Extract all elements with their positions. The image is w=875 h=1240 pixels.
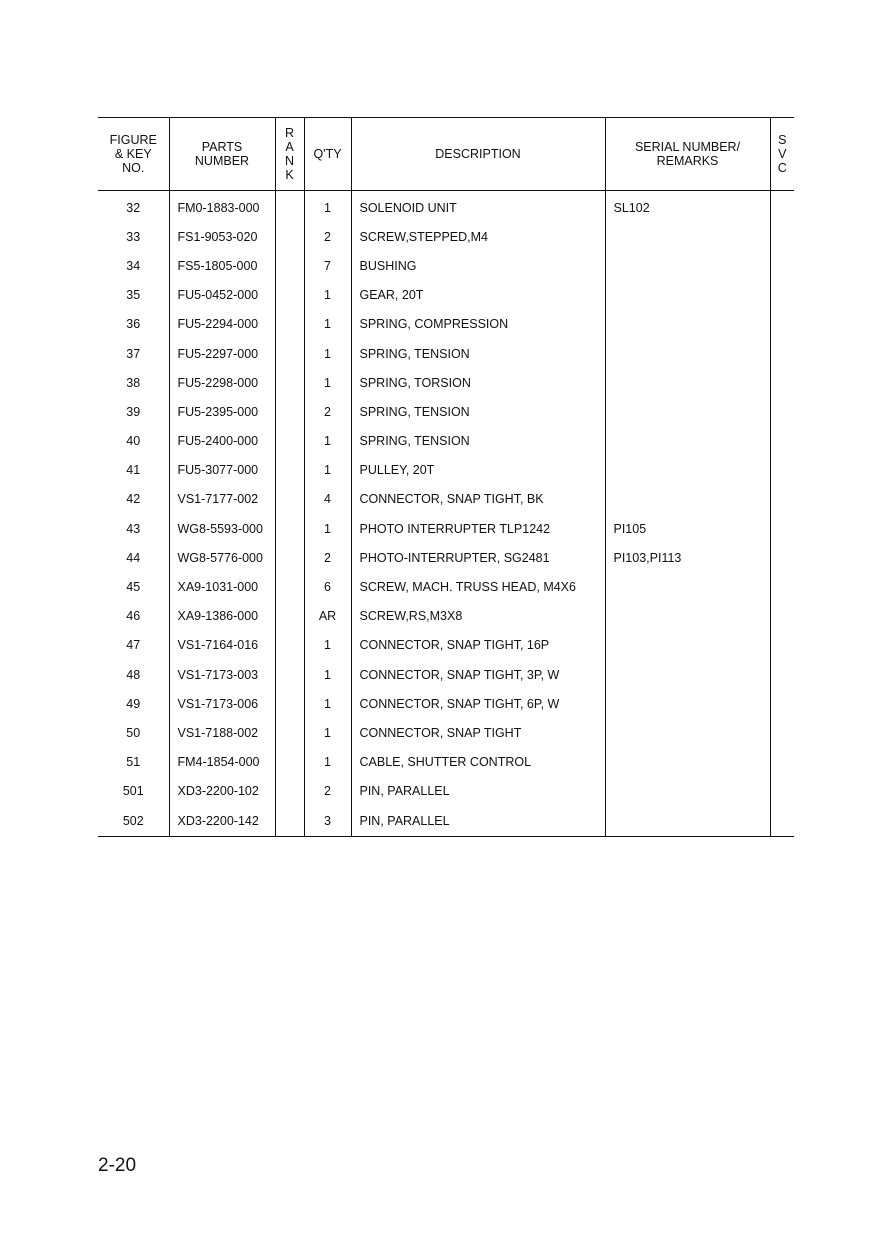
table-row bbox=[98, 660, 794, 689]
cell-parts-number: XD3-2200-102 bbox=[169, 777, 275, 806]
cell-figure-key: 41 bbox=[126, 463, 141, 478]
cell-svc bbox=[770, 368, 794, 397]
cell-rank bbox=[275, 191, 304, 223]
cell-qty: 1 bbox=[304, 191, 351, 223]
cell-parts-number: FM4-1854-000 bbox=[169, 748, 275, 777]
cell-serial-remarks bbox=[605, 777, 770, 806]
cell-figure-key: 33 bbox=[126, 229, 141, 244]
cell-serial-remarks bbox=[605, 718, 770, 747]
cell-svc bbox=[770, 485, 794, 514]
cell-figure-key: 35 bbox=[126, 288, 141, 303]
header-serial-remarks: SERIAL NUMBER/ REMARKS bbox=[605, 118, 770, 191]
table-row bbox=[98, 191, 794, 223]
cell-svc bbox=[770, 660, 794, 689]
cell-serial-remarks bbox=[605, 397, 770, 426]
cell-qty: AR bbox=[304, 602, 351, 631]
cell-serial-remarks bbox=[605, 310, 770, 339]
cell-description: PHOTO-INTERRUPTER, SG2481 bbox=[351, 543, 605, 572]
cell-svc bbox=[770, 456, 794, 485]
cell-description: PULLEY, 20T bbox=[351, 456, 605, 485]
cell-parts-number: XA9-1031-000 bbox=[169, 572, 275, 601]
cell-qty: 2 bbox=[304, 397, 351, 426]
cell-serial-remarks bbox=[605, 602, 770, 631]
cell-parts-number: FS5-1805-000 bbox=[169, 251, 275, 280]
table-row bbox=[98, 339, 794, 368]
table-row bbox=[98, 718, 794, 747]
table-row bbox=[98, 368, 794, 397]
cell-figure-key: 34 bbox=[126, 258, 141, 273]
table-row bbox=[98, 543, 794, 572]
cell-figure-key: 48 bbox=[126, 667, 141, 682]
cell-figure-key: 49 bbox=[126, 696, 141, 711]
table-row bbox=[98, 281, 794, 310]
table-row bbox=[98, 485, 794, 514]
cell-parts-number: FU5-2298-000 bbox=[169, 368, 275, 397]
cell-parts-number: FU5-2297-000 bbox=[169, 339, 275, 368]
cell-svc bbox=[770, 572, 794, 601]
cell-description: SPRING, COMPRESSION bbox=[351, 310, 605, 339]
cell-rank bbox=[275, 631, 304, 660]
cell-parts-number: FU5-3077-000 bbox=[169, 456, 275, 485]
cell-serial-remarks bbox=[605, 572, 770, 601]
cell-rank bbox=[275, 602, 304, 631]
cell-qty: 2 bbox=[304, 777, 351, 806]
cell-parts-number: FU5-2294-000 bbox=[169, 310, 275, 339]
table-row bbox=[98, 631, 794, 660]
cell-serial-remarks bbox=[605, 806, 770, 837]
cell-description: PHOTO INTERRUPTER TLP1242 bbox=[351, 514, 605, 543]
cell-parts-number: VS1-7173-003 bbox=[169, 660, 275, 689]
cell-svc bbox=[770, 777, 794, 806]
cell-qty: 2 bbox=[304, 222, 351, 251]
cell-qty: 1 bbox=[304, 427, 351, 456]
cell-description: GEAR, 20T bbox=[351, 281, 605, 310]
header-rank: R A N K bbox=[275, 118, 304, 191]
cell-rank bbox=[275, 339, 304, 368]
page-number: 2-20 bbox=[98, 1155, 137, 1176]
cell-serial-remarks bbox=[605, 631, 770, 660]
header-figure-key-no: FIGURE & KEY NO. bbox=[98, 118, 169, 191]
cell-serial-remarks bbox=[605, 485, 770, 514]
cell-description: PIN, PARALLEL bbox=[351, 806, 605, 837]
cell-figure-key: 46 bbox=[126, 609, 141, 624]
table-header bbox=[98, 118, 794, 191]
cell-parts-number: VS1-7177-002 bbox=[169, 485, 275, 514]
cell-qty: 3 bbox=[304, 806, 351, 837]
cell-rank bbox=[275, 251, 304, 280]
cell-qty: 4 bbox=[304, 485, 351, 514]
cell-rank bbox=[275, 748, 304, 777]
cell-figure-key: 50 bbox=[126, 725, 141, 740]
cell-figure-key: 501 bbox=[122, 784, 144, 799]
cell-description: CONNECTOR, SNAP TIGHT, BK bbox=[351, 485, 605, 514]
cell-svc bbox=[770, 251, 794, 280]
cell-description: CABLE, SHUTTER CONTROL bbox=[351, 748, 605, 777]
table-row bbox=[98, 572, 794, 601]
cell-rank bbox=[275, 543, 304, 572]
cell-qty: 1 bbox=[304, 368, 351, 397]
cell-figure-key: 36 bbox=[126, 317, 141, 332]
cell-svc bbox=[770, 748, 794, 777]
cell-serial-remarks: PI103,PI113 bbox=[605, 543, 770, 572]
cell-svc bbox=[770, 602, 794, 631]
parts-list-table bbox=[98, 117, 794, 837]
cell-rank bbox=[275, 456, 304, 485]
cell-description: SPRING, TORSION bbox=[351, 368, 605, 397]
table-row bbox=[98, 222, 794, 251]
cell-rank bbox=[275, 718, 304, 747]
cell-serial-remarks bbox=[605, 689, 770, 718]
cell-description: CONNECTOR, SNAP TIGHT, 16P bbox=[351, 631, 605, 660]
cell-parts-number: XD3-2200-142 bbox=[169, 806, 275, 837]
cell-qty: 2 bbox=[304, 543, 351, 572]
cell-figure-key: 37 bbox=[126, 346, 141, 361]
cell-figure-key: 42 bbox=[126, 492, 141, 507]
header-qty: Q'TY bbox=[304, 118, 351, 191]
cell-figure-key: 44 bbox=[126, 550, 141, 565]
cell-rank bbox=[275, 485, 304, 514]
cell-serial-remarks bbox=[605, 222, 770, 251]
cell-qty: 1 bbox=[304, 310, 351, 339]
table-body bbox=[98, 191, 794, 837]
table-row bbox=[98, 310, 794, 339]
cell-description: SCREW,RS,M3X8 bbox=[351, 602, 605, 631]
cell-parts-number: FM0-1883-000 bbox=[169, 191, 275, 223]
cell-parts-number: XA9-1386-000 bbox=[169, 602, 275, 631]
cell-description: BUSHING bbox=[351, 251, 605, 280]
cell-rank bbox=[275, 660, 304, 689]
cell-qty: 1 bbox=[304, 456, 351, 485]
cell-serial-remarks bbox=[605, 339, 770, 368]
table-row bbox=[98, 689, 794, 718]
cell-parts-number: FU5-2395-000 bbox=[169, 397, 275, 426]
cell-svc bbox=[770, 806, 794, 837]
cell-rank bbox=[275, 777, 304, 806]
cell-figure-key: 38 bbox=[126, 375, 141, 390]
table-row bbox=[98, 427, 794, 456]
cell-description: CONNECTOR, SNAP TIGHT bbox=[351, 718, 605, 747]
cell-parts-number: FS1-9053-020 bbox=[169, 222, 275, 251]
cell-description: CONNECTOR, SNAP TIGHT, 3P, W bbox=[351, 660, 605, 689]
cell-figure-key: 45 bbox=[126, 580, 141, 595]
cell-rank bbox=[275, 397, 304, 426]
cell-rank bbox=[275, 310, 304, 339]
table-row bbox=[98, 748, 794, 777]
cell-qty: 1 bbox=[304, 748, 351, 777]
cell-figure-key: 32 bbox=[126, 200, 141, 215]
cell-qty: 7 bbox=[304, 251, 351, 280]
cell-description: CONNECTOR, SNAP TIGHT, 6P, W bbox=[351, 689, 605, 718]
cell-rank bbox=[275, 806, 304, 837]
cell-qty: 1 bbox=[304, 631, 351, 660]
cell-parts-number: FU5-2400-000 bbox=[169, 427, 275, 456]
cell-svc bbox=[770, 397, 794, 426]
header-svc: S V C bbox=[770, 118, 794, 191]
cell-rank bbox=[275, 281, 304, 310]
cell-qty: 6 bbox=[304, 572, 351, 601]
cell-rank bbox=[275, 572, 304, 601]
cell-rank bbox=[275, 689, 304, 718]
header-parts-number: PARTS NUMBER bbox=[169, 118, 275, 191]
cell-svc bbox=[770, 718, 794, 747]
cell-serial-remarks bbox=[605, 748, 770, 777]
cell-serial-remarks bbox=[605, 456, 770, 485]
table-row bbox=[98, 397, 794, 426]
cell-description: SCREW,STEPPED,M4 bbox=[351, 222, 605, 251]
cell-description: PIN, PARALLEL bbox=[351, 777, 605, 806]
cell-rank bbox=[275, 427, 304, 456]
cell-qty: 1 bbox=[304, 660, 351, 689]
cell-description: SPRING, TENSION bbox=[351, 427, 605, 456]
cell-serial-remarks bbox=[605, 281, 770, 310]
cell-svc bbox=[770, 281, 794, 310]
cell-parts-number: VS1-7188-002 bbox=[169, 718, 275, 747]
cell-rank bbox=[275, 368, 304, 397]
cell-figure-key: 51 bbox=[126, 755, 141, 770]
cell-figure-key: 43 bbox=[126, 521, 141, 536]
cell-parts-number: FU5-0452-000 bbox=[169, 281, 275, 310]
table-row bbox=[98, 602, 794, 631]
cell-svc bbox=[770, 191, 794, 223]
cell-parts-number: WG8-5776-000 bbox=[169, 543, 275, 572]
cell-serial-remarks bbox=[605, 660, 770, 689]
cell-svc bbox=[770, 427, 794, 456]
cell-svc bbox=[770, 310, 794, 339]
cell-serial-remarks: SL102 bbox=[605, 191, 770, 223]
cell-rank bbox=[275, 514, 304, 543]
cell-figure-key: 40 bbox=[126, 434, 141, 449]
cell-svc bbox=[770, 222, 794, 251]
cell-svc bbox=[770, 339, 794, 368]
cell-qty: 1 bbox=[304, 339, 351, 368]
table-row bbox=[98, 251, 794, 280]
cell-svc bbox=[770, 543, 794, 572]
cell-figure-key: 39 bbox=[126, 404, 141, 419]
cell-description: SCREW, MACH. TRUSS HEAD, M4X6 bbox=[351, 572, 605, 601]
cell-parts-number: VS1-7173-006 bbox=[169, 689, 275, 718]
cell-qty: 1 bbox=[304, 718, 351, 747]
cell-serial-remarks bbox=[605, 427, 770, 456]
cell-parts-number: VS1-7164-016 bbox=[169, 631, 275, 660]
table-row bbox=[98, 456, 794, 485]
table-row bbox=[98, 806, 794, 837]
cell-qty: 1 bbox=[304, 689, 351, 718]
cell-svc bbox=[770, 689, 794, 718]
table-row bbox=[98, 777, 794, 806]
cell-description: SOLENOID UNIT bbox=[351, 191, 605, 223]
cell-qty: 1 bbox=[304, 514, 351, 543]
cell-serial-remarks bbox=[605, 368, 770, 397]
table-row bbox=[98, 514, 794, 543]
cell-serial-remarks bbox=[605, 251, 770, 280]
cell-serial-remarks: PI105 bbox=[605, 514, 770, 543]
header-description: DESCRIPTION bbox=[351, 118, 605, 191]
cell-figure-key: 502 bbox=[98, 806, 169, 837]
cell-description: SPRING, TENSION bbox=[351, 397, 605, 426]
cell-qty: 1 bbox=[304, 281, 351, 310]
cell-parts-number: WG8-5593-000 bbox=[169, 514, 275, 543]
cell-rank bbox=[275, 222, 304, 251]
cell-svc bbox=[770, 631, 794, 660]
cell-figure-key: 47 bbox=[126, 638, 141, 653]
cell-svc bbox=[770, 514, 794, 543]
cell-description: SPRING, TENSION bbox=[351, 339, 605, 368]
